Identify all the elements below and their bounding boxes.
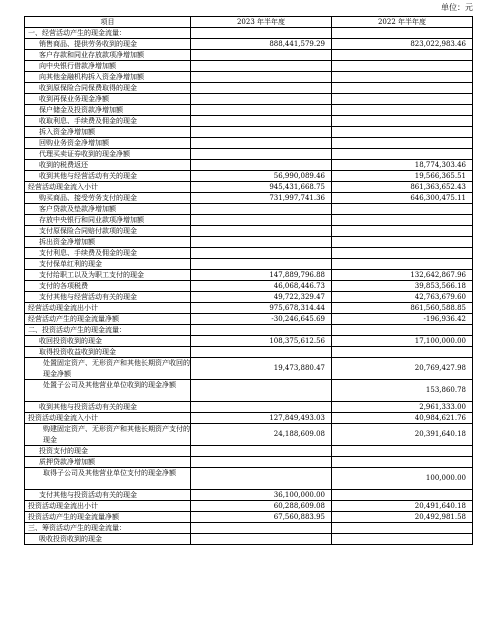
row-label: 投资活动产生的现金流量净额 — [25, 512, 191, 523]
value-2023: 49,722,329.47 — [191, 292, 332, 303]
row-label: 取得投资收益收到的现金 — [25, 347, 191, 358]
value-2022 — [332, 248, 473, 259]
table-row — [25, 105, 473, 116]
table-row — [25, 512, 473, 523]
table-row — [25, 402, 473, 413]
row-label: 收到再保业务现金净额 — [25, 94, 191, 105]
value-2022: 861,363,652.43 — [332, 182, 473, 193]
value-2022 — [332, 523, 473, 534]
header-item: 项目 — [25, 17, 191, 28]
row-label: 经营活动产生的现金流量净额 — [25, 314, 191, 325]
value-2022: 20,391,640.18 — [332, 424, 473, 446]
value-2023 — [191, 325, 332, 336]
value-2023 — [191, 347, 332, 358]
row-label: 拆入资金净增加额 — [25, 127, 191, 138]
value-2023 — [191, 138, 332, 149]
row-label: 处置子公司及其他营业单位收到的现金净额 — [25, 380, 191, 402]
table-header-row — [25, 17, 473, 28]
table-row — [25, 204, 473, 215]
value-2023 — [191, 402, 332, 413]
table-row — [25, 281, 473, 292]
row-label: 支付其他与投资活动有关的现金 — [25, 490, 191, 501]
value-2023: 19,473,880.47 — [191, 358, 332, 380]
table-row — [25, 39, 473, 50]
row-label: 投资支付的现金 — [25, 446, 191, 457]
row-label: 支付原保险合同赔付款项的现金 — [25, 226, 191, 237]
table-row — [25, 325, 473, 336]
value-2023: 127,849,493.03 — [191, 413, 332, 424]
value-2023 — [191, 204, 332, 215]
value-2023: 108,375,612.56 — [191, 336, 332, 347]
row-label: 一、经营活动产生的现金流量： — [25, 28, 191, 39]
row-label: 质押贷款净增加额 — [25, 457, 191, 468]
table-row — [25, 270, 473, 281]
table-row — [25, 380, 473, 402]
value-2022 — [332, 83, 473, 94]
table-row — [25, 446, 473, 457]
value-2022: 153,860.78 — [332, 380, 473, 402]
row-label: 经营活动现金流出小计 — [25, 303, 191, 314]
table-row — [25, 72, 473, 83]
value-2022 — [332, 116, 473, 127]
row-label: 销售商品、提供劳务收到的现金 — [25, 39, 191, 50]
table-row — [25, 336, 473, 347]
value-2022 — [332, 28, 473, 39]
value-2023: 24,188,609.08 — [191, 424, 332, 446]
row-label: 客户贷款及垫款净增加额 — [25, 204, 191, 215]
row-label: 收到原保险合同保费取得的现金 — [25, 83, 191, 94]
value-2022 — [332, 61, 473, 72]
value-2023 — [191, 259, 332, 270]
unit-label: 单位：元 — [441, 3, 473, 12]
table-row — [25, 523, 473, 534]
value-2023 — [191, 127, 332, 138]
value-2023: 975,678,314.44 — [191, 303, 332, 314]
value-2023 — [191, 50, 332, 61]
table-row — [25, 347, 473, 358]
value-2022: 861,560,588.85 — [332, 303, 473, 314]
row-label: 收到的税费返还 — [25, 160, 191, 171]
table-row — [25, 193, 473, 204]
value-2022: -196,936.42 — [332, 314, 473, 325]
row-label: 二、投资活动产生的现金流量： — [25, 325, 191, 336]
value-2022 — [332, 347, 473, 358]
value-2023 — [191, 534, 332, 545]
value-2023 — [191, 237, 332, 248]
value-2022 — [332, 226, 473, 237]
value-2022 — [332, 94, 473, 105]
table-row — [25, 226, 473, 237]
table-row — [25, 490, 473, 501]
value-2022: 2,961,333.00 — [332, 402, 473, 413]
row-label: 收取利息、手续费及佣金的现金 — [25, 116, 191, 127]
table-row — [25, 28, 473, 39]
table-row — [25, 314, 473, 325]
value-2023 — [191, 149, 332, 160]
table-row — [25, 534, 473, 545]
value-2022 — [332, 237, 473, 248]
value-2022 — [332, 50, 473, 61]
row-label: 收到其他与投资活动有关的现金 — [25, 402, 191, 413]
value-2023 — [191, 116, 332, 127]
value-2022 — [332, 149, 473, 160]
value-2022: 17,100,000.00 — [332, 336, 473, 347]
row-label: 回购业务资金净增加额 — [25, 138, 191, 149]
value-2023 — [191, 215, 332, 226]
row-label: 向其他金融机构拆入资金净增加额 — [25, 72, 191, 83]
value-2023: 731,997,741.36 — [191, 193, 332, 204]
row-label: 支付的各项税费 — [25, 281, 191, 292]
value-2023 — [191, 160, 332, 171]
row-label: 处置固定资产、无形资产和其他长期资产收回的现金净额 — [25, 358, 191, 380]
header-2022: 2022 年半年度 — [332, 17, 473, 28]
table-row — [25, 237, 473, 248]
row-label: 向中央银行借款净增加额 — [25, 61, 191, 72]
row-label: 投资活动现金流入小计 — [25, 413, 191, 424]
value-2022 — [332, 446, 473, 457]
value-2022: 39,853,566.18 — [332, 281, 473, 292]
value-2022 — [332, 105, 473, 116]
value-2022 — [332, 490, 473, 501]
row-label: 收回投资收到的现金 — [25, 336, 191, 347]
table-row — [25, 468, 473, 490]
table-row — [25, 116, 473, 127]
value-2023 — [191, 226, 332, 237]
row-label: 支付利息、手续费及佣金的现金 — [25, 248, 191, 259]
table-row — [25, 501, 473, 512]
table-row — [25, 94, 473, 105]
value-2022: 40,984,621.76 — [332, 413, 473, 424]
value-2022 — [332, 127, 473, 138]
table-row — [25, 160, 473, 171]
row-label: 保户储金及投资款净增加额 — [25, 105, 191, 116]
row-label: 支付保单红利的现金 — [25, 259, 191, 270]
row-label: 代理买卖证券收到的现金净额 — [25, 149, 191, 160]
table-row — [25, 424, 473, 446]
row-label: 收到其他与经营活动有关的现金 — [25, 171, 191, 182]
table-row — [25, 83, 473, 94]
value-2022: 18,774,303.46 — [332, 160, 473, 171]
value-2022: 42,763,679.60 — [332, 292, 473, 303]
value-2023: 60,288,609.08 — [191, 501, 332, 512]
value-2023 — [191, 446, 332, 457]
value-2023 — [191, 248, 332, 259]
table-row — [25, 149, 473, 160]
value-2023 — [191, 61, 332, 72]
value-2022: 646,300,475.11 — [332, 193, 473, 204]
value-2022: 20,491,640.18 — [332, 501, 473, 512]
table-row — [25, 292, 473, 303]
value-2023 — [191, 72, 332, 83]
value-2022: 20,769,427.98 — [332, 358, 473, 380]
value-2022: 823,022,983.46 — [332, 39, 473, 50]
table-row — [25, 182, 473, 193]
table-row — [25, 138, 473, 149]
table-row — [25, 259, 473, 270]
row-label: 支付其他与经营活动有关的现金 — [25, 292, 191, 303]
table-row — [25, 248, 473, 259]
value-2023 — [191, 457, 332, 468]
value-2022 — [332, 325, 473, 336]
row-label: 投资活动现金流出小计 — [25, 501, 191, 512]
value-2023: 945,431,668.75 — [191, 182, 332, 193]
value-2023 — [191, 380, 332, 402]
cash-flow-table — [24, 16, 473, 545]
value-2022 — [332, 457, 473, 468]
table-row — [25, 457, 473, 468]
value-2023 — [191, 468, 332, 490]
row-label: 存放中央银行和同业款项净增加额 — [25, 215, 191, 226]
value-2022: 132,642,867.96 — [332, 270, 473, 281]
value-2022: 19,566,365.51 — [332, 171, 473, 182]
value-2023 — [191, 105, 332, 116]
row-label: 客户存款和同业存放款项净增加额 — [25, 50, 191, 61]
value-2023 — [191, 28, 332, 39]
row-label: 三、筹资活动产生的现金流量： — [25, 523, 191, 534]
value-2022: 100,000.00 — [332, 468, 473, 490]
table-row — [25, 50, 473, 61]
table-row — [25, 358, 473, 380]
value-2022 — [332, 138, 473, 149]
value-2023: 888,441,579.29 — [191, 39, 332, 50]
value-2022 — [332, 215, 473, 226]
value-2023: 147,889,796.88 — [191, 270, 332, 281]
value-2023: 67,560,883.95 — [191, 512, 332, 523]
value-2023: 56,990,089.46 — [191, 171, 332, 182]
row-label: 取得子公司及其他营业单位支付的现金净额 — [25, 468, 191, 490]
value-2023: -30,246,645.69 — [191, 314, 332, 325]
value-2022 — [332, 204, 473, 215]
value-2023 — [191, 523, 332, 534]
table-row — [25, 61, 473, 72]
header-2023: 2023 年半年度 — [191, 17, 332, 28]
row-label: 购买商品、接受劳务支付的现金 — [25, 193, 191, 204]
row-label: 吸收投资收到的现金 — [25, 534, 191, 545]
table-body — [25, 28, 473, 545]
value-2022 — [332, 534, 473, 545]
table-row — [25, 127, 473, 138]
row-label: 购建固定资产、无形资产和其他长期资产支付的现金 — [25, 424, 191, 446]
value-2023: 36,100,000.00 — [191, 490, 332, 501]
value-2022: 20,492,981.58 — [332, 512, 473, 523]
value-2023 — [191, 94, 332, 105]
value-2022 — [332, 259, 473, 270]
table-row — [25, 303, 473, 314]
row-label: 支付给职工以及为职工支付的现金 — [25, 270, 191, 281]
table-row — [25, 215, 473, 226]
value-2022 — [332, 72, 473, 83]
table-row — [25, 171, 473, 182]
row-label: 拆出资金净增加额 — [25, 237, 191, 248]
value-2023: 46,068,446.73 — [191, 281, 332, 292]
row-label: 经营活动现金流入小计 — [25, 182, 191, 193]
table-row — [25, 413, 473, 424]
value-2023 — [191, 83, 332, 94]
